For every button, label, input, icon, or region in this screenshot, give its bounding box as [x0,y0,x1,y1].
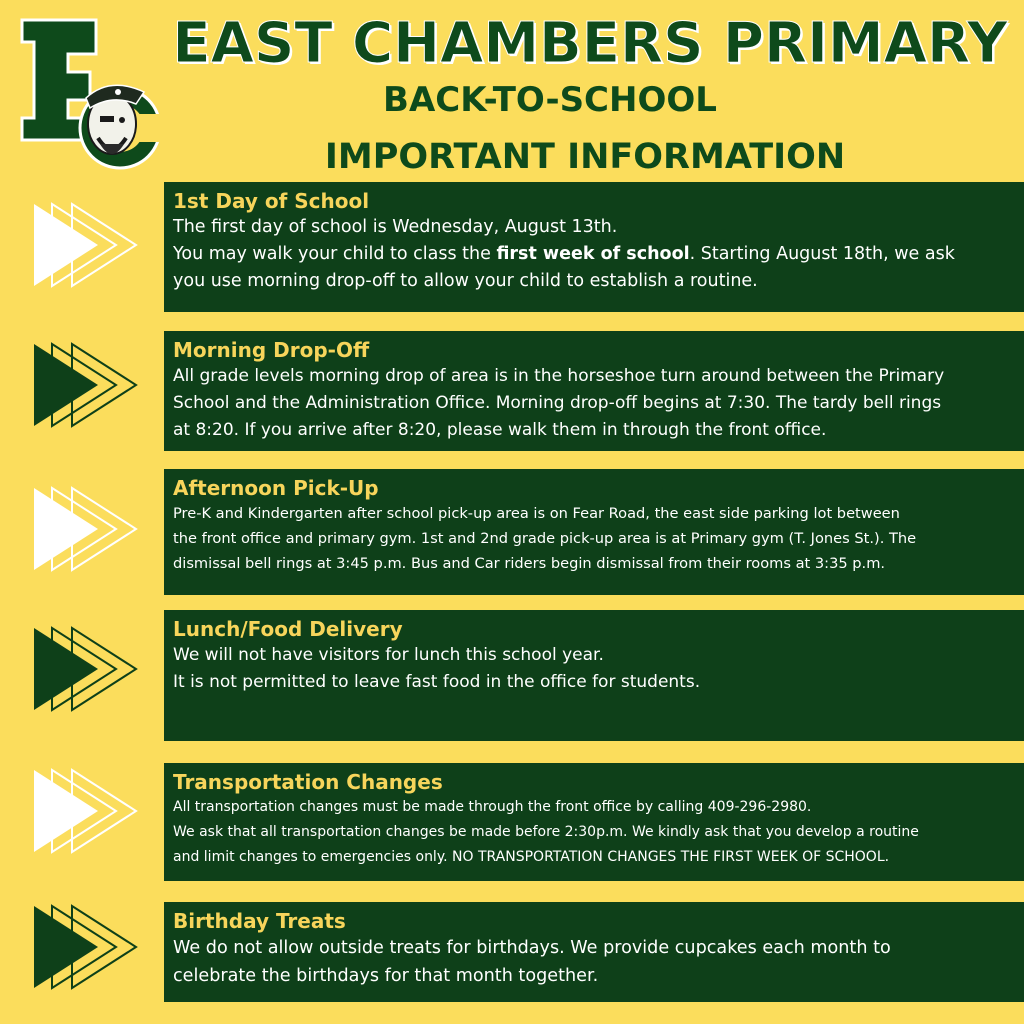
section-birthday-treats [164,902,1024,1002]
section-text: you use morning drop-off to allow your child to establish a routine. [173,271,758,291]
section-text: We will not have visitors for lunch this school year. [173,645,604,665]
arrow-icon-5 [32,764,140,858]
arrow-icon-3 [32,482,140,576]
section-text: at 8:20. If you arrive after 8:20, please walk them in through the front office. [173,420,827,440]
section-text: You may walk your child to class the first week of school. Starting August 18th, we ask [173,244,955,264]
section-morning-drop-off [164,331,1024,451]
section-text: All grade levels morning drop of area is in the horseshoe turn around between the Primary [173,366,945,386]
section-text: dismissal bell rings at 3:45 p.m. Bus and Car riders begin dismissal from their rooms at 3:35 p.m. [173,555,886,572]
section-text: We do not allow outside treats for birthdays. We provide cupcakes each month to [173,938,891,958]
section-lunch-food-delivery [164,610,1024,741]
section-title: Lunch/Food Delivery [173,617,403,641]
section-title: 1st Day of School [173,189,370,213]
subtitle-back-to-school: BACK-TO-SCHOOL [383,80,717,120]
section-transportation-changes [164,763,1024,881]
section-text: It is not permitted to leave fast food in the office for students. [173,672,701,692]
arrow-icon-1 [32,198,140,292]
section-text: All transportation changes must be made through the front office by calling 409-296-2980. [173,799,812,815]
school-logo [18,14,164,176]
subtitle-important-information: IMPORTANT INFORMATION [324,137,846,177]
page-title: EAST CHAMBERS PRIMARY [172,11,1008,76]
section-title: Transportation Changes [173,770,443,794]
arrow-icon-2 [32,338,140,432]
section-title: Morning Drop-Off [173,338,370,362]
section-text: Pre-K and Kindergarten after school pick-up area is on Fear Road, the east side parking lot between [173,505,900,522]
section-text: The first day of school is Wednesday, August 13th. [173,217,618,237]
section-first-day [164,182,1024,312]
arrow-icon-6 [32,900,140,994]
section-text: the front office and primary gym. 1st and 2nd grade pick-up area is at Primary gym (T. Jones St.). The [173,530,917,547]
arrow-icon-4 [32,622,140,716]
section-text: School and the Administration Office. Morning drop-off begins at 7:30. The tardy bell rings [173,393,942,413]
section-text: celebrate the birthdays for that month together. [173,966,599,986]
section-title: Birthday Treats [173,909,346,933]
section-afternoon-pick-up [164,469,1024,595]
section-text: We ask that all transportation changes be made before 2:30p.m. We kindly ask that you develop a routine [173,824,919,840]
section-text: and limit changes to emergencies only. NO TRANSPORTATION CHANGES THE FIRST WEEK OF SCHOOL. [173,849,890,865]
section-title: Afternoon Pick-Up [173,476,379,500]
